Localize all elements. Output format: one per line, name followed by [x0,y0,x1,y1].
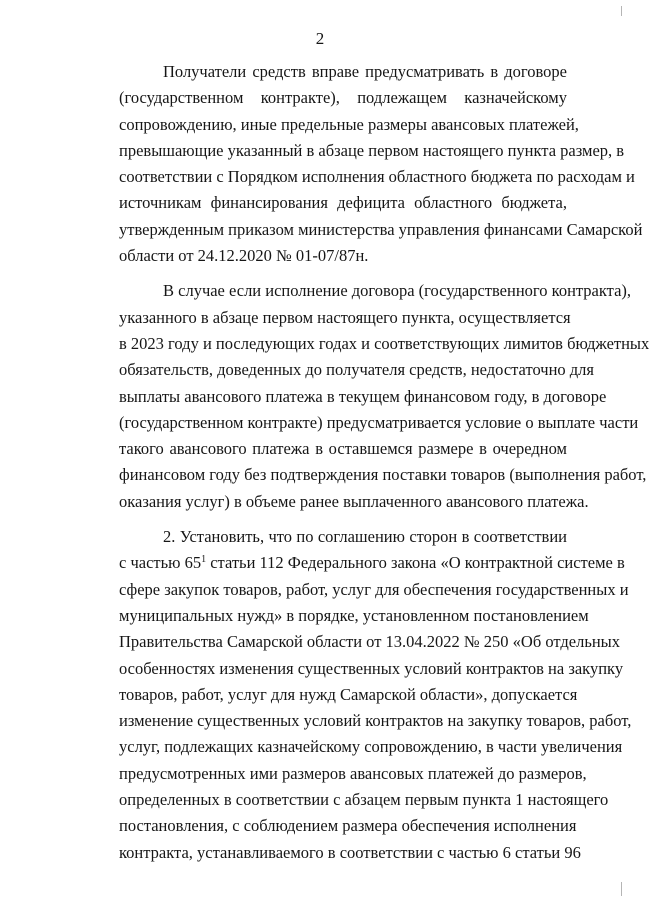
text-line: утвержденным приказом министерства управления финансами Самарской [119,219,643,239]
text-line: области от 24.12.2020 № 01-07/87н. [119,246,369,266]
text-fragment: статьи 112 Федерального закона «О контрактной системе в [206,553,625,573]
text-line: оказания услуг) в объеме ранее выплаченного авансового платежа. [119,491,589,511]
text-line: Получатели средств вправе предусматривать в договоре [163,62,567,81]
text-line: соответствии с Порядком исполнения областного бюджета по расходам и [119,167,635,187]
scan-edge-mark [621,882,622,896]
text-line: указанного в абзаце первом настоящего пункта, осуществляется [119,307,571,327]
text-line: источникам финансирования дефицита областного бюджета, [119,193,567,213]
paragraph-budget-limits [75,278,649,515]
text-line: (государственном контракте) предусматривается условие о выплате части [119,412,639,432]
text-line: в 2023 году и последующих годах и соответствующих лимитов бюджетных [119,333,649,353]
page-number: 2 [315,29,325,48]
text-line: выплаты авансового платежа в текущем финансовом году, в договоре [119,386,607,406]
text-line: муниципальных нужд» в порядке, установленном постановлением [119,605,589,625]
paragraph-item-2 [75,524,632,866]
text-line: (государственном контракте), подлежащем казначейскому [119,88,567,108]
text-line: сфере закупок товаров, работ, услуг для обеспечения государственных и [119,579,629,599]
superscript: 1 [201,554,207,566]
text-line: В случае если исполнение договора (государственного контракта), [163,281,632,301]
text-line: определенных в соответствии с абзацем первым пункта 1 настоящего [119,790,609,810]
text-line: 2. Установить, что по соглашению сторон в соответствии [163,527,567,547]
text-line: предусмотренных ими размеров авансовых платежей до размеров, [119,763,587,783]
text-line: контракта, устанавливаемого в соответствии с частью 6 статьи 96 [119,842,581,862]
scan-edge-mark [621,6,622,16]
text-line: такого авансового платежа в оставшемся размере в очередном [119,439,567,459]
text-line: финансовом году без подтверждения поставки товаров (выполнения работ, [119,465,647,485]
text-line: постановления, с соблюдением размера обеспечения исполнения [119,816,577,836]
text-line: сопровождению, иные предельные размеры авансовых платежей, [119,114,579,134]
text-line: особенностях изменения существенных условий контрактов на закупку [119,658,624,678]
document-body [75,59,649,866]
text-line: Правительства Самарской области от 13.04.2022 № 250 «Об отдельных [119,632,621,652]
text-line: товаров, работ, услуг для нужд Самарской области», допускается [119,684,578,704]
text-line-with-superscript [75,550,625,576]
text-line: превышающие указанный в абзаце первом настоящего пункта размер, в [119,140,625,160]
paragraph-advance-payments [75,59,643,269]
text-line: услуг, подлежащих казначейскому сопровождению, в части увеличения [119,737,623,757]
text-fragment: с частью 65 [119,553,202,573]
text-line: обязательств, доведенных до получателя средств, недостаточно для [119,360,594,380]
text-line: изменение существенных условий контрактов на закупку товаров, работ, [119,711,632,731]
